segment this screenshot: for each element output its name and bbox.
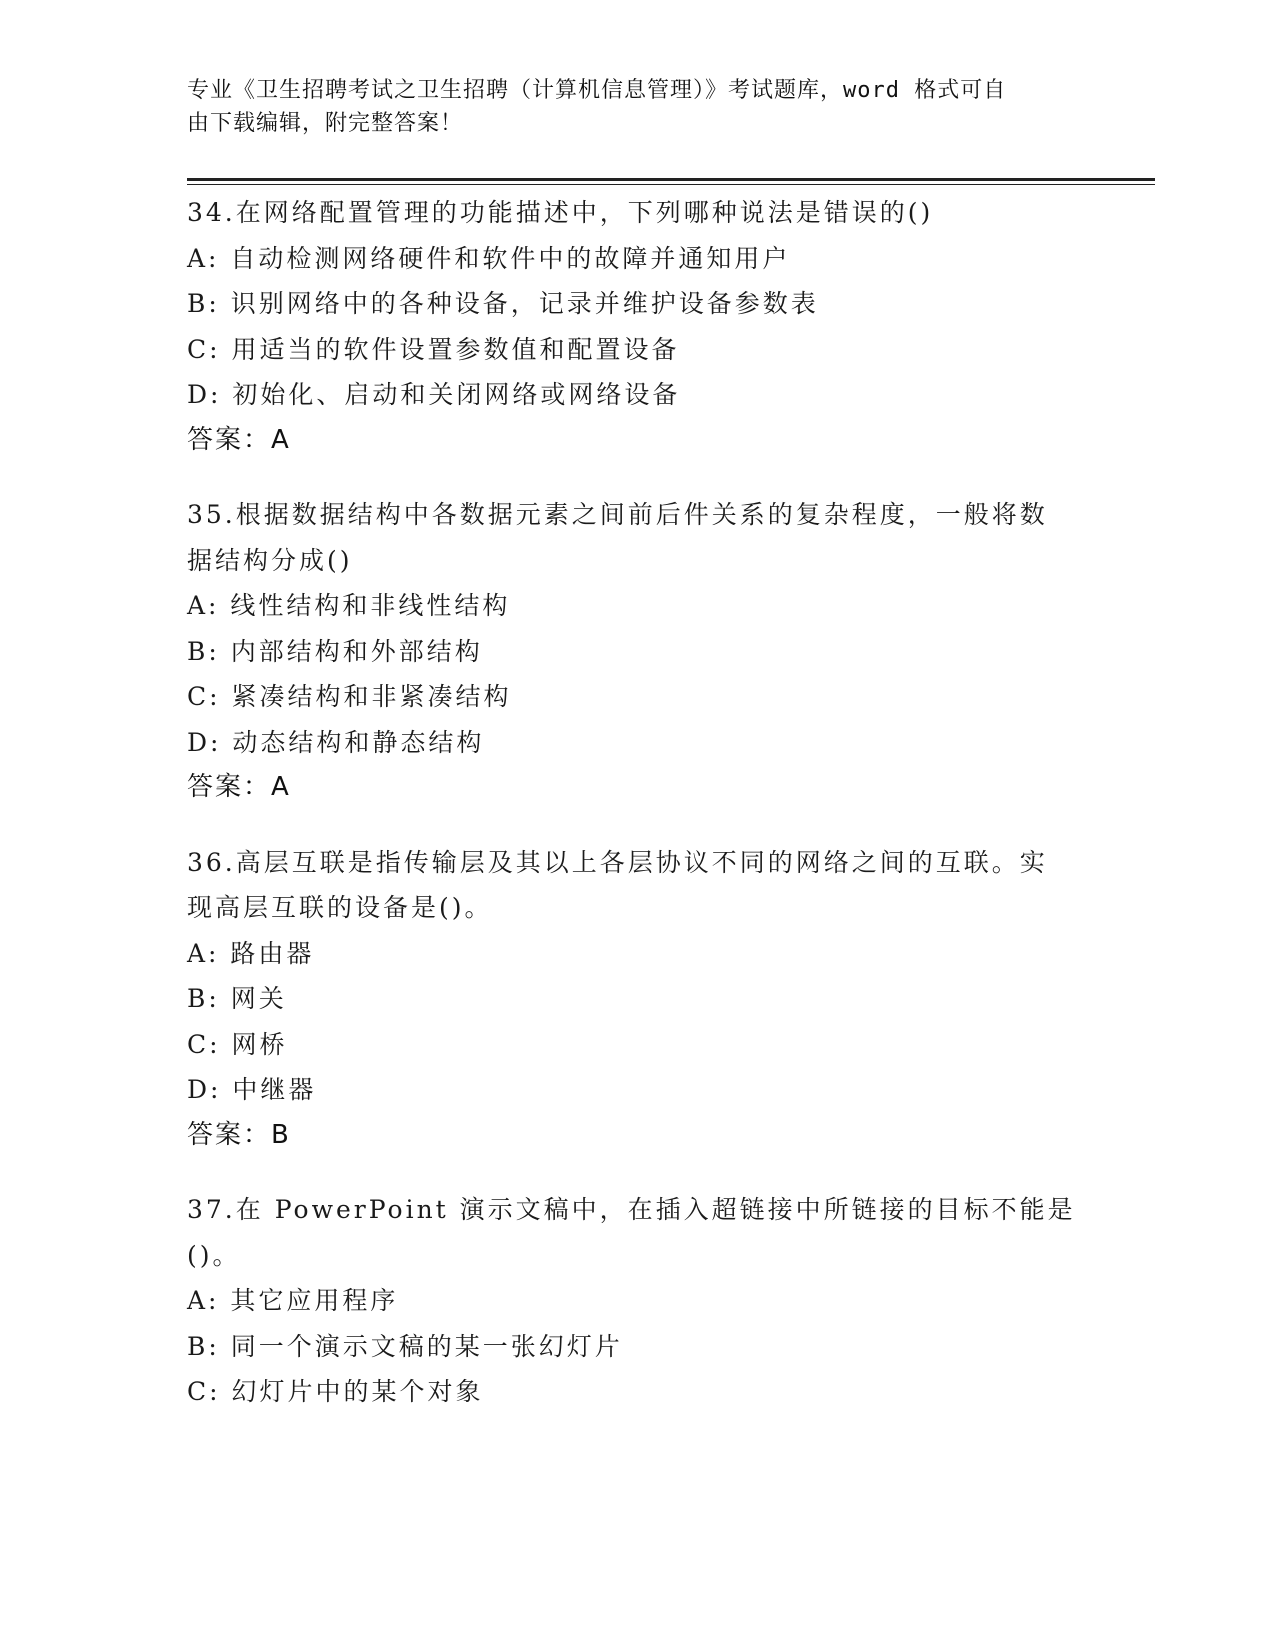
answer-option: B: 内部结构和外部结构 bbox=[187, 636, 483, 666]
answer-option: A: 其它应用程序 bbox=[187, 1286, 399, 1315]
answer-option: B: 网关 bbox=[187, 984, 287, 1013]
question-stem: ()。 bbox=[187, 1240, 241, 1270]
document-header bbox=[187, 74, 1067, 140]
answer-option: A: 自动检测网络硬件和软件中的故障并通知用户 bbox=[187, 243, 791, 273]
question-block bbox=[187, 190, 1087, 463]
header-divider-thin bbox=[187, 184, 1155, 185]
answer-key: 答案：B bbox=[187, 1119, 291, 1150]
answer-option: B: 识别网络中的各种设备，记录并维护设备参数表 bbox=[187, 289, 819, 318]
answer-option: B: 同一个演示文稿的某一张幻灯片 bbox=[187, 1331, 623, 1361]
answer-key: 答案：A bbox=[187, 424, 291, 455]
question-stem: 现高层互联的设备是()。 bbox=[187, 893, 493, 922]
question-block bbox=[187, 1187, 1087, 1415]
answer-option: A: 线性结构和非线性结构 bbox=[187, 591, 511, 620]
question-list bbox=[187, 190, 1087, 1444]
question-stem: 34.在网络配置管理的功能描述中，下列哪种说法是错误的() bbox=[187, 198, 934, 227]
question-stem: 36.高层互联是指传输层及其以上各层协议不同的网络之间的互联。实 bbox=[187, 847, 1048, 877]
question-block bbox=[187, 492, 1087, 811]
answer-option: A: 路由器 bbox=[187, 938, 315, 968]
answer-option: D: 中继器 bbox=[187, 1075, 317, 1104]
answer-option: C: 紧凑结构和非紧凑结构 bbox=[187, 682, 512, 711]
question-stem: 37.在 PowerPoint 演示文稿中，在插入超链接中所链接的目标不能是 bbox=[187, 1195, 1076, 1224]
header-intro-line: 由下载编辑，附完整答案！ bbox=[187, 111, 464, 136]
answer-option: C: 用适当的软件设置参数值和配置设备 bbox=[187, 334, 680, 364]
answer-option: D: 初始化、启动和关闭网络或网络设备 bbox=[187, 380, 681, 409]
answer-key: 答案：A bbox=[187, 772, 291, 802]
answer-option: D: 动态结构和静态结构 bbox=[187, 727, 485, 757]
answer-option: C: 幻灯片中的某个对象 bbox=[187, 1377, 484, 1406]
question-stem: 据结构分成() bbox=[187, 545, 353, 575]
question-stem: 35.根据数据结构中各数据元素之间前后件关系的复杂程度，一般将数 bbox=[187, 500, 1048, 529]
answer-option: C: 网桥 bbox=[187, 1029, 288, 1059]
header-intro-line: 专业《卫生招聘考试之卫生招聘（计算机信息管理）》考试题库，word 格式可自 bbox=[187, 78, 1007, 103]
header-divider-thick bbox=[187, 178, 1155, 181]
question-block bbox=[187, 840, 1087, 1159]
